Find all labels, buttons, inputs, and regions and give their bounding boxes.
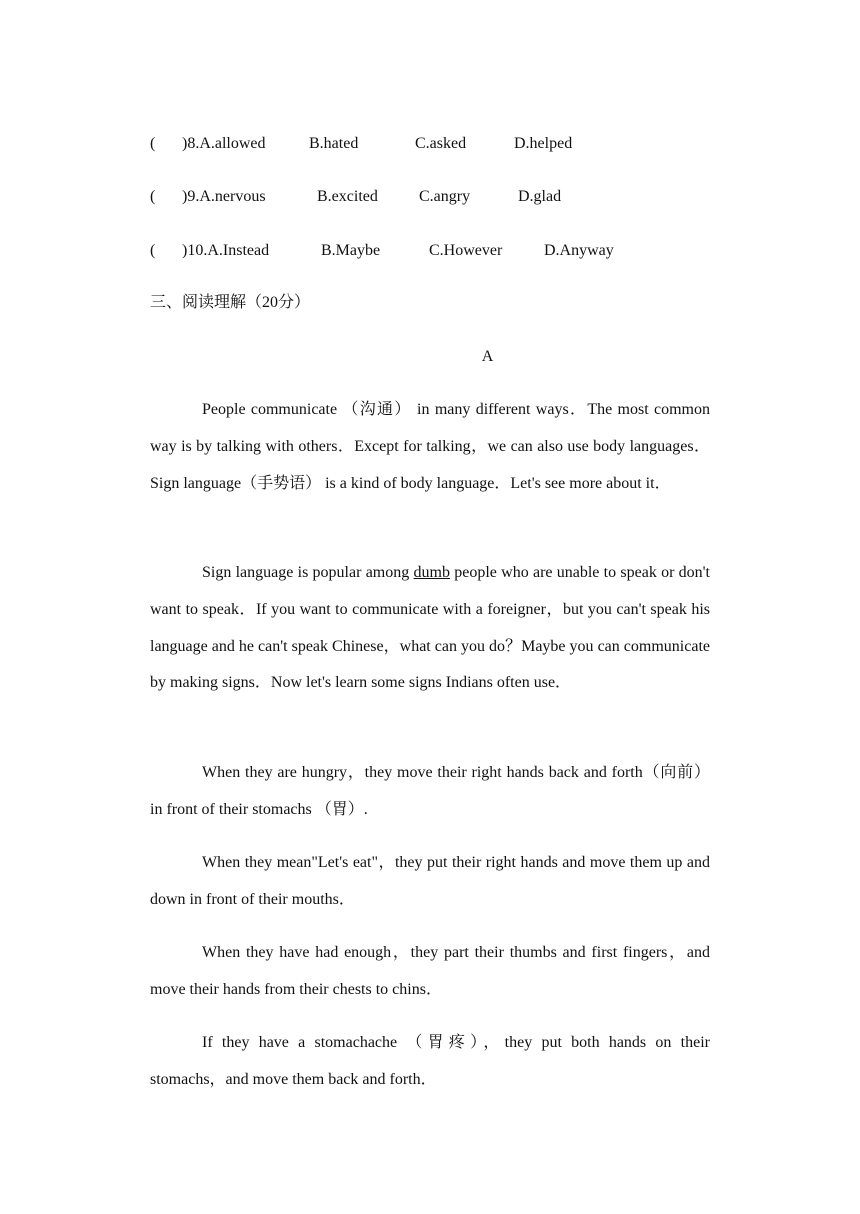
- option-b: B.Maybe: [321, 242, 381, 259]
- option-b: B.excited: [317, 188, 378, 205]
- paragraph-5: When they have had enough，they part their thumbs and first fingers，and move their hands from their chests to chins．: [150, 944, 710, 998]
- paragraph-4: When they mean"Let's eat"，they put their right hands and move them up and down in front of their mouths．: [150, 854, 710, 908]
- answer-blank-open: (: [150, 242, 156, 259]
- paragraph-3: When they are hungry，they move their right hands back and forth（向前） in front of their stomachs （胃）.: [150, 764, 710, 818]
- paragraph-2: [150, 555, 710, 702]
- section-heading: 三、阅读理解（20分）: [150, 294, 311, 311]
- paragraph-1: People communicate （沟通） in many different ways．The most common way is by talking with others．Except for talking，we can also use body languages．Sign language（手势语） is a kind of body language．Let's see more about it．: [150, 401, 710, 492]
- option-a: )10.A.Instead: [182, 242, 270, 259]
- question-8: [150, 133, 610, 155]
- option-a: )8.A.allowed: [182, 135, 266, 152]
- paragraph-6: If they have a stomachache （胃疼），they put both hands on their stomachs，and move them back and forth．: [150, 1034, 710, 1088]
- question-10: [150, 240, 650, 262]
- option-c: C.However: [429, 242, 503, 259]
- passage-title: A: [481, 348, 494, 365]
- option-c: C.asked: [415, 135, 467, 152]
- paragraph-2-text-end: people who are unable to speak or don't want to speak．If you want to communicate with a foreigner，but you can't speak his language and he can't speak Chinese，what can you do？Maybe you can communicate by making signs．Now let's learn some signs Indians often use．: [150, 564, 710, 692]
- option-c: C.angry: [419, 188, 471, 205]
- option-a: )9.A.nervous: [182, 188, 266, 205]
- answer-blank-open: (: [150, 135, 156, 152]
- paragraph-2-text-start: Sign language is popular among: [202, 564, 414, 581]
- underlined-word: dumb: [413, 564, 450, 581]
- question-9: [150, 186, 610, 208]
- option-d: D.helped: [514, 135, 573, 152]
- option-b: B.hated: [309, 135, 359, 152]
- answer-blank-open: (: [150, 188, 156, 205]
- option-d: D.Anyway: [544, 242, 614, 259]
- option-d: D.glad: [518, 188, 562, 205]
